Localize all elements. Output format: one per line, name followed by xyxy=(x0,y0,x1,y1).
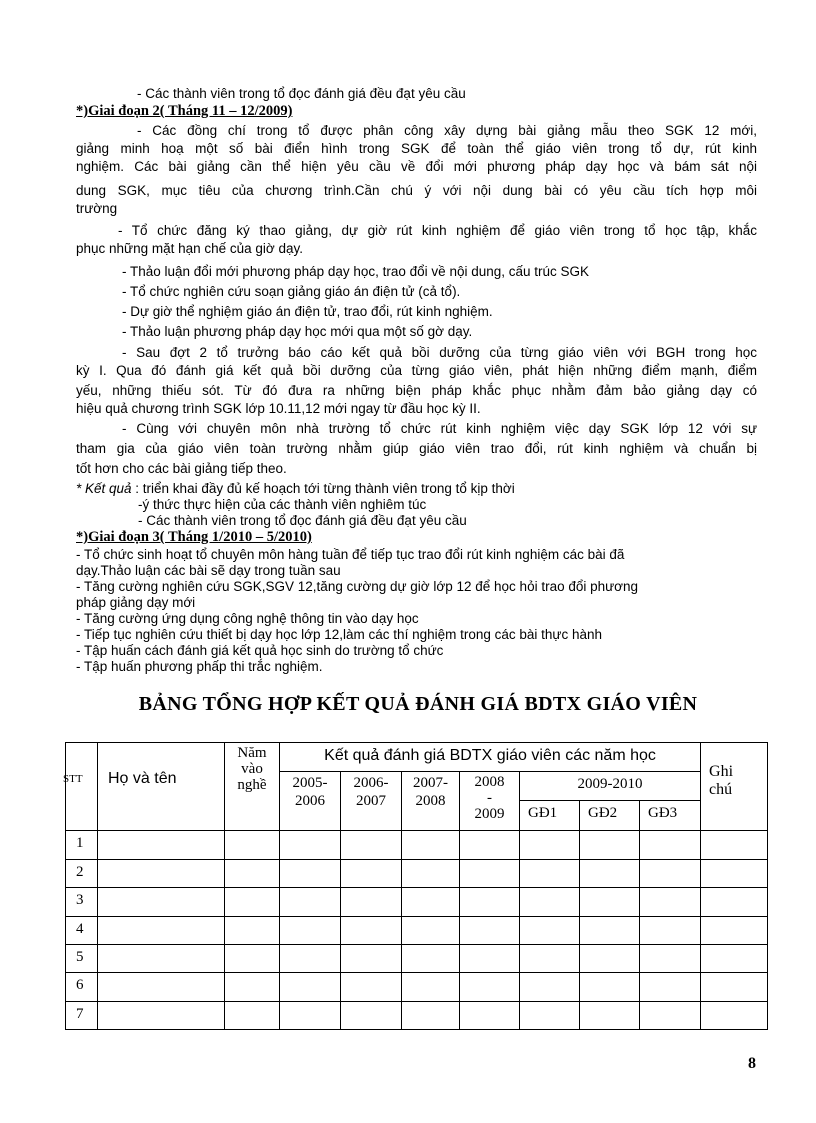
page-number: 8 xyxy=(748,1055,756,1072)
phase2-p2-line1: - Tổ chức đăng ký thao giảng, dự giờ rút kinh nghiệm để giáo viên trong tổ học tập, khắc xyxy=(118,223,757,238)
table-row: 2 xyxy=(66,860,768,888)
phase3-heading: *)Giai đoạn 3( Tháng 1/2010 – 5/2010) xyxy=(76,529,312,545)
table-row: 1 xyxy=(66,831,768,860)
header-years-in: Năm vào nghề xyxy=(225,743,280,831)
table-row: 4 xyxy=(66,917,768,945)
phase2-result-line3: - Các thành viên trong tổ đọc đánh giá đều đạt yêu cầu xyxy=(138,513,467,528)
header-note: Ghi chú xyxy=(701,743,768,831)
table-row: 3 xyxy=(66,888,768,917)
header-phase-2: GĐ2 xyxy=(580,801,640,831)
phase3-line2b: pháp giảng dạy mới xyxy=(76,595,196,610)
phase2-bullet-1: - Thảo luận đổi mới phương pháp dạy học, trao đổi về nội dung, cấu trúc SGK xyxy=(122,264,590,279)
table-row: 5 xyxy=(66,945,768,973)
phase2-p3-line1: - Sau đợt 2 tổ trưởng báo cáo kết quả bồi dưỡng của từng giáo viên với BGH trong học xyxy=(122,345,757,360)
header-year-2006: 2006- 2007 xyxy=(341,772,402,831)
header-year-2008: 2008 - 2009 xyxy=(460,772,520,831)
phase3-line6: - Tập huấn phương phấp thi trắc nghiệm. xyxy=(76,659,323,674)
phase2-bullet-3: - Dự giờ thể nghiệm giáo án điện tử, trao đổi, rút kinh nghiệm. xyxy=(122,304,493,319)
phase2-bullet-4: - Thảo luận phương pháp dạy học mới qua một số gờ dạy. xyxy=(122,324,473,339)
table-row: 6 xyxy=(66,973,768,1002)
header-phase-3: GĐ3 xyxy=(640,801,701,831)
phase2-p3-line4: hiệu quả chương trình SGK lớp 10.11,12 mới ngay từ đầu học kỳ II. xyxy=(76,401,481,416)
phase2-p2-line2: phục những mặt hạn chế của giờ dạy. xyxy=(76,241,304,256)
phase2-p1-line5: trường xyxy=(76,201,118,216)
header-results: Kết quả đánh giá BDTX giáo viên các năm học xyxy=(280,743,701,772)
phase3-line2: - Tăng cường nghiên cứu SGK,SGV 12,tăng cường dự giờ lớp 12 để học hỏi trao đổi phương xyxy=(76,579,639,594)
phase2-p1-line3: nghiệm. Các bài giảng cần thể hiện yêu cầu về đổi mới phương pháp dạy học và bám sát nội xyxy=(76,159,757,174)
phase2-bullet-2: - Tổ chức nghiên cứu soạn giảng giáo án điện tử (cả tổ). xyxy=(122,284,461,299)
phase3-line4: - Tiếp tục nghiên cứu thiết bị dạy học lớp 12,làm các thí nghiệm trong các bài thực hành xyxy=(76,627,602,642)
phase2-p4-line1: - Cùng với chuyên môn nhà trường tổ chức rút kinh nghiệm việc dạy SGK lớp 12 với sự xyxy=(122,421,757,436)
result-text: : triển khai đầy đủ kế hoạch tới từng thành viên trong tổ kịp thời xyxy=(131,481,515,496)
phase2-p4-line2: tham gia của giáo viên toàn trường nhằm giúp giáo viên trao đổi, rút kinh nghiệm và chuẩn bị xyxy=(76,441,757,456)
phase2-p4-line3: tốt hơn cho các bài giảng tiếp theo. xyxy=(76,461,287,476)
header-name: Họ và tên xyxy=(98,743,225,831)
bdtx-results-table xyxy=(65,742,768,1030)
header-stt: STT xyxy=(66,743,98,831)
header-year-2009: 2009-2010 xyxy=(520,772,701,801)
phase2-p1-line2: giảng minh hoạ một số bài điển hình trong SGK để toàn thể giáo viên trong tổ dự, rút kinh xyxy=(76,141,757,156)
table-title: BẢNG TỔNG HỢP KẾT QUẢ ĐÁNH GIÁ BDTX GIÁO VIÊN xyxy=(138,693,698,715)
phase3-line1b: dạy.Thảo luận các bài sẽ dạy trong tuần sau xyxy=(76,563,341,578)
table-row: 7 xyxy=(66,1002,768,1030)
phase2-p3-line3: yếu, những thiếu sót. Từ đó đưa ra những biện pháp khắc phục nhằm đảm bảo giảng dạy có xyxy=(76,383,757,398)
top-result-line: - Các thành viên trong tổ đọc đánh giá đều đạt yêu cầu xyxy=(137,86,466,101)
phase3-line5: - Tập huấn cách đánh giá kết quả học sinh do trường tổ chức xyxy=(76,643,444,658)
header-year-2007: 2007- 2008 xyxy=(402,772,460,831)
phase3-line1: - Tổ chức sinh hoạt tổ chuyên môn hàng tuần để tiếp tục trao đổi rút kinh nghiệm các bài đã xyxy=(76,547,625,562)
phase2-p1-line1: - Các đồng chí trong tổ được phân công xây dựng bài giảng mẫu theo SGK 12 mới, xyxy=(137,123,757,138)
header-year-2005: 2005- 2006 xyxy=(280,772,341,831)
phase2-p3-line2: kỳ I. Qua đó đánh giá kết quả bồi dưỡng của từng giáo viên, phát hiện những điểm mạnh, điểm xyxy=(76,363,757,378)
phase2-p1-line4: dung SGK, mục tiêu của chương trình.Cần chú ý với nội dung bài có yêu cầu tích hợp môi xyxy=(76,183,757,198)
phase2-result-line2: -ý thức thực hiện của các thành viên nghiêm túc xyxy=(138,497,427,512)
phase3-line3: - Tăng cường ứng dụng công nghệ thông tin vào dạy học xyxy=(76,611,419,626)
header-phase-1: GĐ1 xyxy=(520,801,580,831)
result-label: * Kết quả xyxy=(76,481,132,496)
phase2-heading: *)Giai đoạn 2( Tháng 11 – 12/2009) xyxy=(76,103,293,119)
